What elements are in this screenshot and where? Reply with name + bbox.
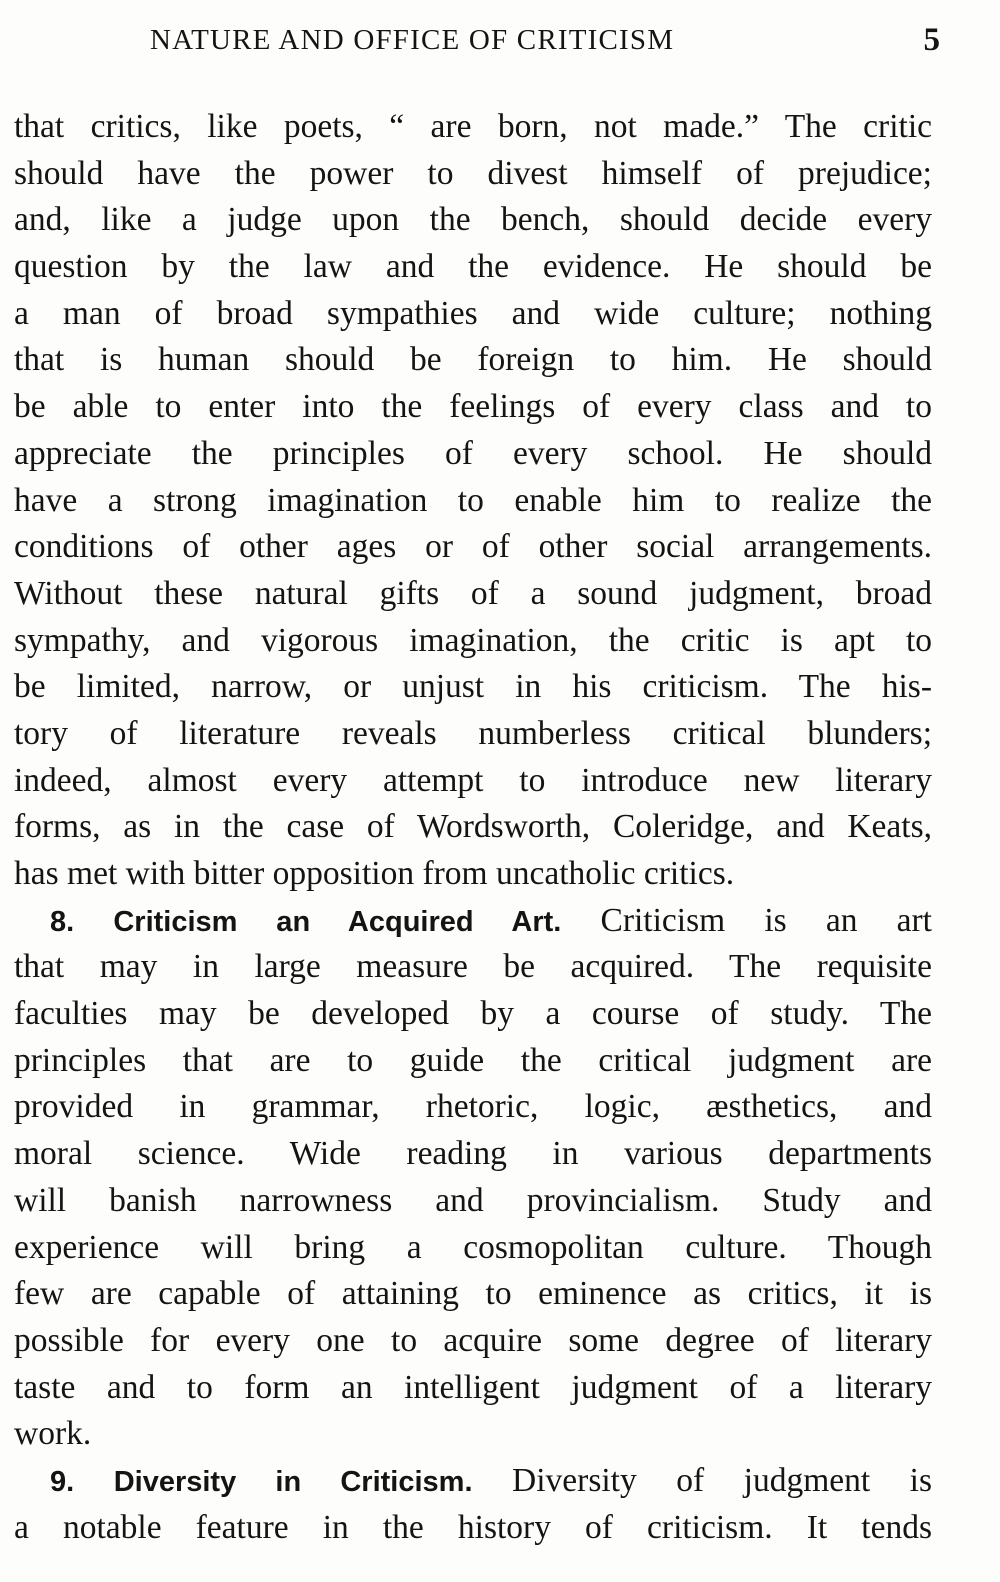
- text-line: and, like a judge upon the bench, should decide every: [14, 201, 932, 239]
- text-line: should have the power to divest himself of prejudice;: [14, 154, 932, 192]
- text-line: faculties may be developed by a course of study. The: [14, 995, 932, 1033]
- running-title: NATURE AND OFFICE OF CRITICISM: [150, 24, 675, 56]
- section-8: [14, 898, 932, 1458]
- text-line: a notable feature in the history of criticism. It tends: [14, 1508, 932, 1546]
- section-number: 8.: [50, 905, 75, 938]
- text-line: that is human should be foreign to him. He should: [14, 341, 932, 379]
- text-fragment: Diversity of judgment is: [512, 1461, 932, 1499]
- section-first-line: [14, 898, 932, 945]
- text-line: be able to enter into the feelings of every class and to: [14, 388, 932, 426]
- text-line: moral science. Wide reading in various departments: [14, 1135, 932, 1173]
- text-line: tory of literature reveals numberless critical blunders;: [14, 714, 932, 752]
- running-head: [150, 24, 940, 68]
- text-line: Without these natural gifts of a sound judgment, broad: [14, 574, 932, 612]
- text-line: question by the law and the evidence. He should be: [14, 248, 932, 286]
- text-line: forms, as in the case of Wordsworth, Coleridge, and Keats,: [14, 808, 932, 846]
- text-line: provided in grammar, rhetoric, logic, æsthetics, and: [14, 1088, 932, 1126]
- text-line: that may in large measure be acquired. The requisite: [14, 948, 932, 986]
- text-line: appreciate the principles of every school. He should: [14, 434, 932, 472]
- text-line: experience will bring a cosmopolitan culture. Though: [14, 1228, 932, 1266]
- section-9: [14, 1458, 932, 1551]
- text-line: sympathy, and vigorous imagination, the critic is apt to: [14, 621, 932, 659]
- text-line: possible for every one to acquire some degree of literary: [14, 1321, 932, 1359]
- paragraph-continuation: [14, 104, 932, 898]
- text-line: conditions of other ages or of other social arrangements.: [14, 528, 932, 566]
- section-heading: Criticism an Acquired Art.: [113, 905, 562, 938]
- text-fragment: Criticism is an art: [600, 901, 932, 939]
- text-line: principles that are to guide the critical judgment are: [14, 1041, 932, 1079]
- section-heading: Diversity in Criticism.: [113, 1465, 473, 1498]
- text-line: has met with bitter opposition from uncatholic critics.: [14, 855, 735, 892]
- text-line: a man of broad sympathies and wide culture; nothing: [14, 294, 932, 332]
- text-line: that critics, like poets, “ are born, not made.” The critic: [14, 108, 932, 145]
- text-line: will banish narrowness and provincialism. Study and: [14, 1181, 932, 1219]
- text-line: have a strong imagination to enable him to realize the: [14, 481, 932, 519]
- text-line: indeed, almost every attempt to introduce new literary: [14, 761, 932, 799]
- text-line: work.: [14, 1415, 92, 1453]
- body-text: [14, 104, 932, 1551]
- section-number: 9.: [50, 1465, 75, 1498]
- text-line: taste and to form an intelligent judgment of a literary: [14, 1368, 932, 1406]
- section-first-line: [14, 1458, 932, 1505]
- text-line: few are capable of attaining to eminence as critics, it is: [14, 1275, 932, 1313]
- text-line: be limited, narrow, or unjust in his criticism. The his-: [14, 668, 932, 706]
- page-number: 5: [923, 22, 940, 58]
